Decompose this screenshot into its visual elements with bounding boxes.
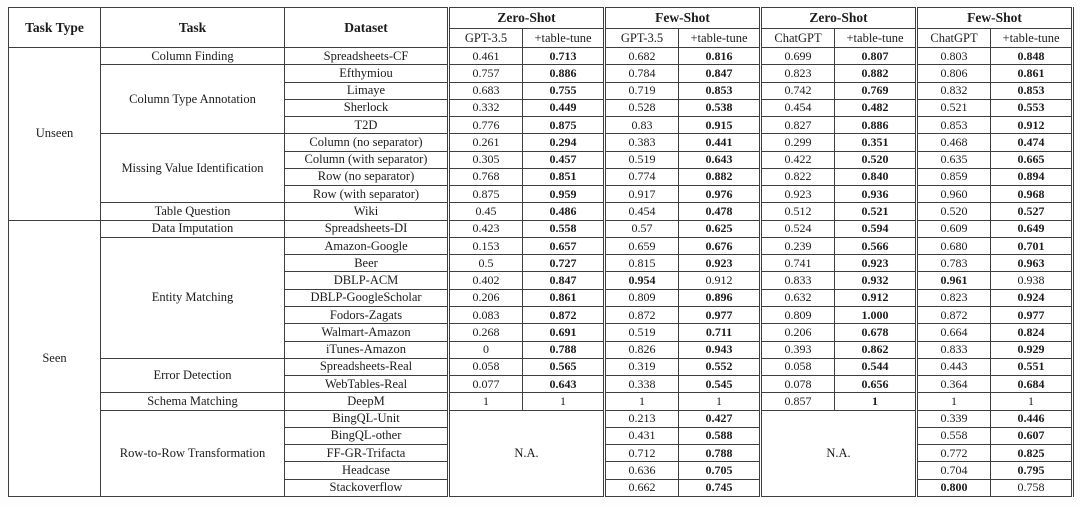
value-cell: 0.809 bbox=[761, 306, 835, 323]
value-cell: 0.840 bbox=[835, 168, 917, 185]
value-cell: 0.558 bbox=[917, 427, 991, 444]
value-cell: 0.768 bbox=[449, 168, 523, 185]
value-cell: 0.482 bbox=[835, 99, 917, 116]
value-cell: 0.912 bbox=[835, 289, 917, 306]
value-cell: 0.294 bbox=[523, 134, 605, 151]
value-cell: 0.719 bbox=[605, 82, 679, 99]
value-cell: 0.823 bbox=[761, 65, 835, 82]
value-cell: 0.932 bbox=[835, 272, 917, 289]
value-cell: 0.827 bbox=[761, 117, 835, 134]
value-cell: 0.872 bbox=[523, 306, 605, 323]
value-cell: 0.457 bbox=[523, 151, 605, 168]
col-header-dataset: Dataset bbox=[285, 8, 449, 48]
value-cell: 0.552 bbox=[679, 358, 761, 375]
value-cell: 0.784 bbox=[605, 65, 679, 82]
value-cell: 0.527 bbox=[991, 203, 1073, 220]
value-cell: 1.000 bbox=[835, 306, 917, 323]
value-cell: 0.961 bbox=[917, 272, 991, 289]
value-cell: 0.551 bbox=[991, 358, 1073, 375]
dataset-cell: Row (with separator) bbox=[285, 186, 449, 203]
value-cell: 0.800 bbox=[917, 479, 991, 496]
value-cell: 0.857 bbox=[761, 393, 835, 410]
value-cell: 0.795 bbox=[991, 462, 1073, 479]
dataset-cell: Column (with separator) bbox=[285, 151, 449, 168]
value-cell: 0.153 bbox=[449, 237, 523, 254]
value-cell: 0.769 bbox=[835, 82, 917, 99]
table-row bbox=[9, 134, 1073, 151]
value-cell: 0.875 bbox=[523, 117, 605, 134]
value-cell: 0.461 bbox=[449, 48, 523, 65]
dataset-cell: Stackoverflow bbox=[285, 479, 449, 496]
dataset-cell: FF-GR-Trifacta bbox=[285, 445, 449, 462]
value-cell: 0.649 bbox=[991, 220, 1073, 237]
value-cell: 0.393 bbox=[761, 341, 835, 358]
dataset-cell: DBLP-GoogleScholar bbox=[285, 289, 449, 306]
value-cell: 0.544 bbox=[835, 358, 917, 375]
value-cell: 0.519 bbox=[605, 324, 679, 341]
value-cell: 0.711 bbox=[679, 324, 761, 341]
value-cell: 0.239 bbox=[761, 237, 835, 254]
value-cell: 0.806 bbox=[917, 65, 991, 82]
value-cell: 1 bbox=[523, 393, 605, 410]
value-cell: 0.446 bbox=[991, 410, 1073, 427]
dataset-cell: WebTables-Real bbox=[285, 376, 449, 393]
table-row bbox=[9, 48, 1073, 65]
value-cell: 0.882 bbox=[835, 65, 917, 82]
value-cell: 0.807 bbox=[835, 48, 917, 65]
value-cell: 0.701 bbox=[991, 237, 1073, 254]
value-cell: 0.847 bbox=[679, 65, 761, 82]
value-cell: 0.486 bbox=[523, 203, 605, 220]
value-cell: 0.684 bbox=[991, 376, 1073, 393]
dataset-cell: Fodors-Zagats bbox=[285, 306, 449, 323]
col-group-zero-shot-gpt35: Zero-Shot bbox=[449, 8, 605, 29]
value-cell: 0.431 bbox=[605, 427, 679, 444]
value-cell: 1 bbox=[605, 393, 679, 410]
value-cell: 0.815 bbox=[605, 255, 679, 272]
dataset-cell: Walmart-Amazon bbox=[285, 324, 449, 341]
col-group-few-shot-chatgpt: Few-Shot bbox=[917, 8, 1073, 29]
dataset-cell: iTunes-Amazon bbox=[285, 341, 449, 358]
value-cell: 0.816 bbox=[679, 48, 761, 65]
table-body bbox=[9, 48, 1073, 497]
value-cell: 0.659 bbox=[605, 237, 679, 254]
value-cell: 0.774 bbox=[605, 168, 679, 185]
value-cell: 0.825 bbox=[991, 445, 1073, 462]
value-cell: 0.859 bbox=[917, 168, 991, 185]
value-cell: 0.875 bbox=[449, 186, 523, 203]
value-cell: 0.809 bbox=[605, 289, 679, 306]
value-cell: 0.917 bbox=[605, 186, 679, 203]
value-cell: 0.832 bbox=[917, 82, 991, 99]
value-cell: 0.938 bbox=[991, 272, 1073, 289]
value-cell: 0.923 bbox=[835, 255, 917, 272]
value-cell: 0.5 bbox=[449, 255, 523, 272]
value-cell: 0.305 bbox=[449, 151, 523, 168]
value-cell: 0.078 bbox=[761, 376, 835, 393]
value-cell: 0.206 bbox=[449, 289, 523, 306]
value-cell: 0.665 bbox=[991, 151, 1073, 168]
value-cell: 0.882 bbox=[679, 168, 761, 185]
value-cell: 0.213 bbox=[605, 410, 679, 427]
dataset-cell: Sherlock bbox=[285, 99, 449, 116]
value-cell: 0.853 bbox=[679, 82, 761, 99]
value-cell: 0.553 bbox=[991, 99, 1073, 116]
task-cell: Schema Matching bbox=[101, 393, 285, 410]
value-cell: 0.847 bbox=[523, 272, 605, 289]
value-cell: 0.960 bbox=[917, 186, 991, 203]
value-cell: 0.822 bbox=[761, 168, 835, 185]
value-cell: 0.886 bbox=[835, 117, 917, 134]
col-header-tabletune-fs-gpt: +table-tune bbox=[679, 29, 761, 48]
dataset-cell: Beer bbox=[285, 255, 449, 272]
value-cell: 1 bbox=[917, 393, 991, 410]
value-cell: 0.676 bbox=[679, 237, 761, 254]
value-cell: 0.443 bbox=[917, 358, 991, 375]
dataset-cell: T2D bbox=[285, 117, 449, 134]
value-cell: 0.521 bbox=[917, 99, 991, 116]
value-cell: 0.896 bbox=[679, 289, 761, 306]
value-cell: 0.776 bbox=[449, 117, 523, 134]
value-cell: 0.923 bbox=[679, 255, 761, 272]
value-cell: 0.521 bbox=[835, 203, 917, 220]
value-cell: 0 bbox=[449, 341, 523, 358]
table-row bbox=[9, 203, 1073, 220]
value-cell: 0.894 bbox=[991, 168, 1073, 185]
value-cell: 0.788 bbox=[679, 445, 761, 462]
value-cell: 0.862 bbox=[835, 341, 917, 358]
task-cell: Column Type Annotation bbox=[101, 65, 285, 134]
col-header-gpt35-fs: GPT-3.5 bbox=[605, 29, 679, 48]
value-cell: 0.643 bbox=[523, 376, 605, 393]
col-group-zero-shot-chatgpt: Zero-Shot bbox=[761, 8, 917, 29]
value-cell: 0.853 bbox=[991, 82, 1073, 99]
value-cell: 0.299 bbox=[761, 134, 835, 151]
value-cell: 0.683 bbox=[449, 82, 523, 99]
value-cell: 0.758 bbox=[991, 479, 1073, 496]
value-cell: 0.332 bbox=[449, 99, 523, 116]
col-header-task: Task bbox=[101, 8, 285, 48]
value-cell: 0.757 bbox=[449, 65, 523, 82]
value-cell: 0.680 bbox=[917, 237, 991, 254]
value-cell: 0.077 bbox=[449, 376, 523, 393]
table-row bbox=[9, 65, 1073, 82]
value-cell: 0.339 bbox=[917, 410, 991, 427]
value-cell: 0.512 bbox=[761, 203, 835, 220]
col-header-tabletune-zs-gpt: +table-tune bbox=[523, 29, 605, 48]
dataset-cell: BingQL-Unit bbox=[285, 410, 449, 427]
value-cell: 0.520 bbox=[835, 151, 917, 168]
dataset-cell: Spreadsheets-Real bbox=[285, 358, 449, 375]
col-header-chatgpt-zs: ChatGPT bbox=[761, 29, 835, 48]
table-header bbox=[9, 8, 1073, 48]
value-cell: 0.545 bbox=[679, 376, 761, 393]
value-cell: 0.664 bbox=[917, 324, 991, 341]
table-row bbox=[9, 237, 1073, 254]
value-cell: 0.772 bbox=[917, 445, 991, 462]
value-cell: 0.742 bbox=[761, 82, 835, 99]
value-cell: 0.268 bbox=[449, 324, 523, 341]
task-cell: Column Finding bbox=[101, 48, 285, 65]
value-cell: 0.565 bbox=[523, 358, 605, 375]
value-cell: 0.848 bbox=[991, 48, 1073, 65]
col-header-gpt35-zs: GPT-3.5 bbox=[449, 29, 523, 48]
table-row bbox=[9, 358, 1073, 375]
value-cell: 0.427 bbox=[679, 410, 761, 427]
value-cell: 0.936 bbox=[835, 186, 917, 203]
value-cell: 0.632 bbox=[761, 289, 835, 306]
value-cell: 0.261 bbox=[449, 134, 523, 151]
dataset-cell: Limaye bbox=[285, 82, 449, 99]
value-cell: 1 bbox=[449, 393, 523, 410]
value-cell: 0.861 bbox=[523, 289, 605, 306]
table-row bbox=[9, 410, 1073, 427]
value-cell: 0.741 bbox=[761, 255, 835, 272]
value-cell: 0.826 bbox=[605, 341, 679, 358]
value-cell: 0.977 bbox=[679, 306, 761, 323]
value-cell: 0.678 bbox=[835, 324, 917, 341]
value-cell: 0.943 bbox=[679, 341, 761, 358]
value-cell: 0.924 bbox=[991, 289, 1073, 306]
value-cell: 0.524 bbox=[761, 220, 835, 237]
value-cell: 0.705 bbox=[679, 462, 761, 479]
value-cell: 0.83 bbox=[605, 117, 679, 134]
value-cell: 0.853 bbox=[917, 117, 991, 134]
col-header-chatgpt-fs: ChatGPT bbox=[917, 29, 991, 48]
value-cell: 0.422 bbox=[761, 151, 835, 168]
value-cell: 0.609 bbox=[917, 220, 991, 237]
value-cell: 0.861 bbox=[991, 65, 1073, 82]
value-cell: 0.607 bbox=[991, 427, 1073, 444]
dataset-cell: Spreadsheets-CF bbox=[285, 48, 449, 65]
task-type-cell: Unseen bbox=[9, 48, 101, 221]
value-cell: 0.783 bbox=[917, 255, 991, 272]
value-cell: 0.833 bbox=[917, 341, 991, 358]
value-cell: 0.968 bbox=[991, 186, 1073, 203]
value-cell: 1 bbox=[835, 393, 917, 410]
value-cell: 0.625 bbox=[679, 220, 761, 237]
value-cell: 0.976 bbox=[679, 186, 761, 203]
dataset-cell: DBLP-ACM bbox=[285, 272, 449, 289]
value-cell: 0.558 bbox=[523, 220, 605, 237]
dataset-cell: Headcase bbox=[285, 462, 449, 479]
col-header-task-type: Task Type bbox=[9, 8, 101, 48]
value-cell: 0.662 bbox=[605, 479, 679, 496]
value-cell: 0.788 bbox=[523, 341, 605, 358]
value-cell: 0.474 bbox=[991, 134, 1073, 151]
na-cell: N.A. bbox=[761, 410, 917, 496]
value-cell: 0.058 bbox=[449, 358, 523, 375]
value-cell: 0.643 bbox=[679, 151, 761, 168]
task-cell: Error Detection bbox=[101, 358, 285, 393]
col-header-tabletune-zs-chatgpt: +table-tune bbox=[835, 29, 917, 48]
value-cell: 0.915 bbox=[679, 117, 761, 134]
value-cell: 0.959 bbox=[523, 186, 605, 203]
task-type-cell: Seen bbox=[9, 220, 101, 496]
value-cell: 0.454 bbox=[761, 99, 835, 116]
value-cell: 0.833 bbox=[761, 272, 835, 289]
value-cell: 0.351 bbox=[835, 134, 917, 151]
value-cell: 0.468 bbox=[917, 134, 991, 151]
value-cell: 0.727 bbox=[523, 255, 605, 272]
value-cell: 0.206 bbox=[761, 324, 835, 341]
value-cell: 0.519 bbox=[605, 151, 679, 168]
results-table bbox=[8, 7, 1074, 497]
value-cell: 0.520 bbox=[917, 203, 991, 220]
value-cell: 0.657 bbox=[523, 237, 605, 254]
dataset-cell: Spreadsheets-DI bbox=[285, 220, 449, 237]
value-cell: 0.478 bbox=[679, 203, 761, 220]
task-cell: Row-to-Row Transformation bbox=[101, 410, 285, 496]
value-cell: 0.338 bbox=[605, 376, 679, 393]
value-cell: 0.364 bbox=[917, 376, 991, 393]
value-cell: 0.963 bbox=[991, 255, 1073, 272]
value-cell: 0.745 bbox=[679, 479, 761, 496]
value-cell: 0.45 bbox=[449, 203, 523, 220]
value-cell: 0.449 bbox=[523, 99, 605, 116]
value-cell: 0.058 bbox=[761, 358, 835, 375]
value-cell: 0.851 bbox=[523, 168, 605, 185]
col-header-tabletune-fs-chatgpt: +table-tune bbox=[991, 29, 1073, 48]
value-cell: 0.912 bbox=[679, 272, 761, 289]
value-cell: 0.538 bbox=[679, 99, 761, 116]
value-cell: 0.528 bbox=[605, 99, 679, 116]
task-cell: Missing Value Identification bbox=[101, 134, 285, 203]
dataset-cell: DeepM bbox=[285, 393, 449, 410]
value-cell: 0.454 bbox=[605, 203, 679, 220]
task-cell: Entity Matching bbox=[101, 237, 285, 358]
value-cell: 0.383 bbox=[605, 134, 679, 151]
value-cell: 1 bbox=[679, 393, 761, 410]
na-cell: N.A. bbox=[449, 410, 605, 496]
value-cell: 0.929 bbox=[991, 341, 1073, 358]
value-cell: 0.977 bbox=[991, 306, 1073, 323]
value-cell: 0.594 bbox=[835, 220, 917, 237]
value-cell: 0.57 bbox=[605, 220, 679, 237]
value-cell: 0.713 bbox=[523, 48, 605, 65]
value-cell: 0.886 bbox=[523, 65, 605, 82]
dataset-cell: Wiki bbox=[285, 203, 449, 220]
value-cell: 0.083 bbox=[449, 306, 523, 323]
value-cell: 0.699 bbox=[761, 48, 835, 65]
task-cell: Table Question bbox=[101, 203, 285, 220]
value-cell: 0.441 bbox=[679, 134, 761, 151]
value-cell: 0.682 bbox=[605, 48, 679, 65]
dataset-cell: Efthymiou bbox=[285, 65, 449, 82]
value-cell: 1 bbox=[991, 393, 1073, 410]
dataset-cell: Column (no separator) bbox=[285, 134, 449, 151]
dataset-cell: Amazon-Google bbox=[285, 237, 449, 254]
value-cell: 0.803 bbox=[917, 48, 991, 65]
value-cell: 0.872 bbox=[605, 306, 679, 323]
value-cell: 0.704 bbox=[917, 462, 991, 479]
value-cell: 0.824 bbox=[991, 324, 1073, 341]
value-cell: 0.823 bbox=[917, 289, 991, 306]
task-cell: Data Imputation bbox=[101, 220, 285, 237]
value-cell: 0.712 bbox=[605, 445, 679, 462]
header-group-row bbox=[9, 8, 1073, 29]
value-cell: 0.691 bbox=[523, 324, 605, 341]
value-cell: 0.636 bbox=[605, 462, 679, 479]
value-cell: 0.872 bbox=[917, 306, 991, 323]
value-cell: 0.954 bbox=[605, 272, 679, 289]
value-cell: 0.566 bbox=[835, 237, 917, 254]
value-cell: 0.423 bbox=[449, 220, 523, 237]
table-row bbox=[9, 220, 1073, 237]
value-cell: 0.755 bbox=[523, 82, 605, 99]
dataset-cell: Row (no separator) bbox=[285, 168, 449, 185]
value-cell: 0.319 bbox=[605, 358, 679, 375]
table-row bbox=[9, 393, 1073, 410]
value-cell: 0.635 bbox=[917, 151, 991, 168]
value-cell: 0.656 bbox=[835, 376, 917, 393]
value-cell: 0.923 bbox=[761, 186, 835, 203]
dataset-cell: BingQL-other bbox=[285, 427, 449, 444]
col-group-few-shot-gpt35: Few-Shot bbox=[605, 8, 761, 29]
value-cell: 0.912 bbox=[991, 117, 1073, 134]
value-cell: 0.402 bbox=[449, 272, 523, 289]
value-cell: 0.588 bbox=[679, 427, 761, 444]
